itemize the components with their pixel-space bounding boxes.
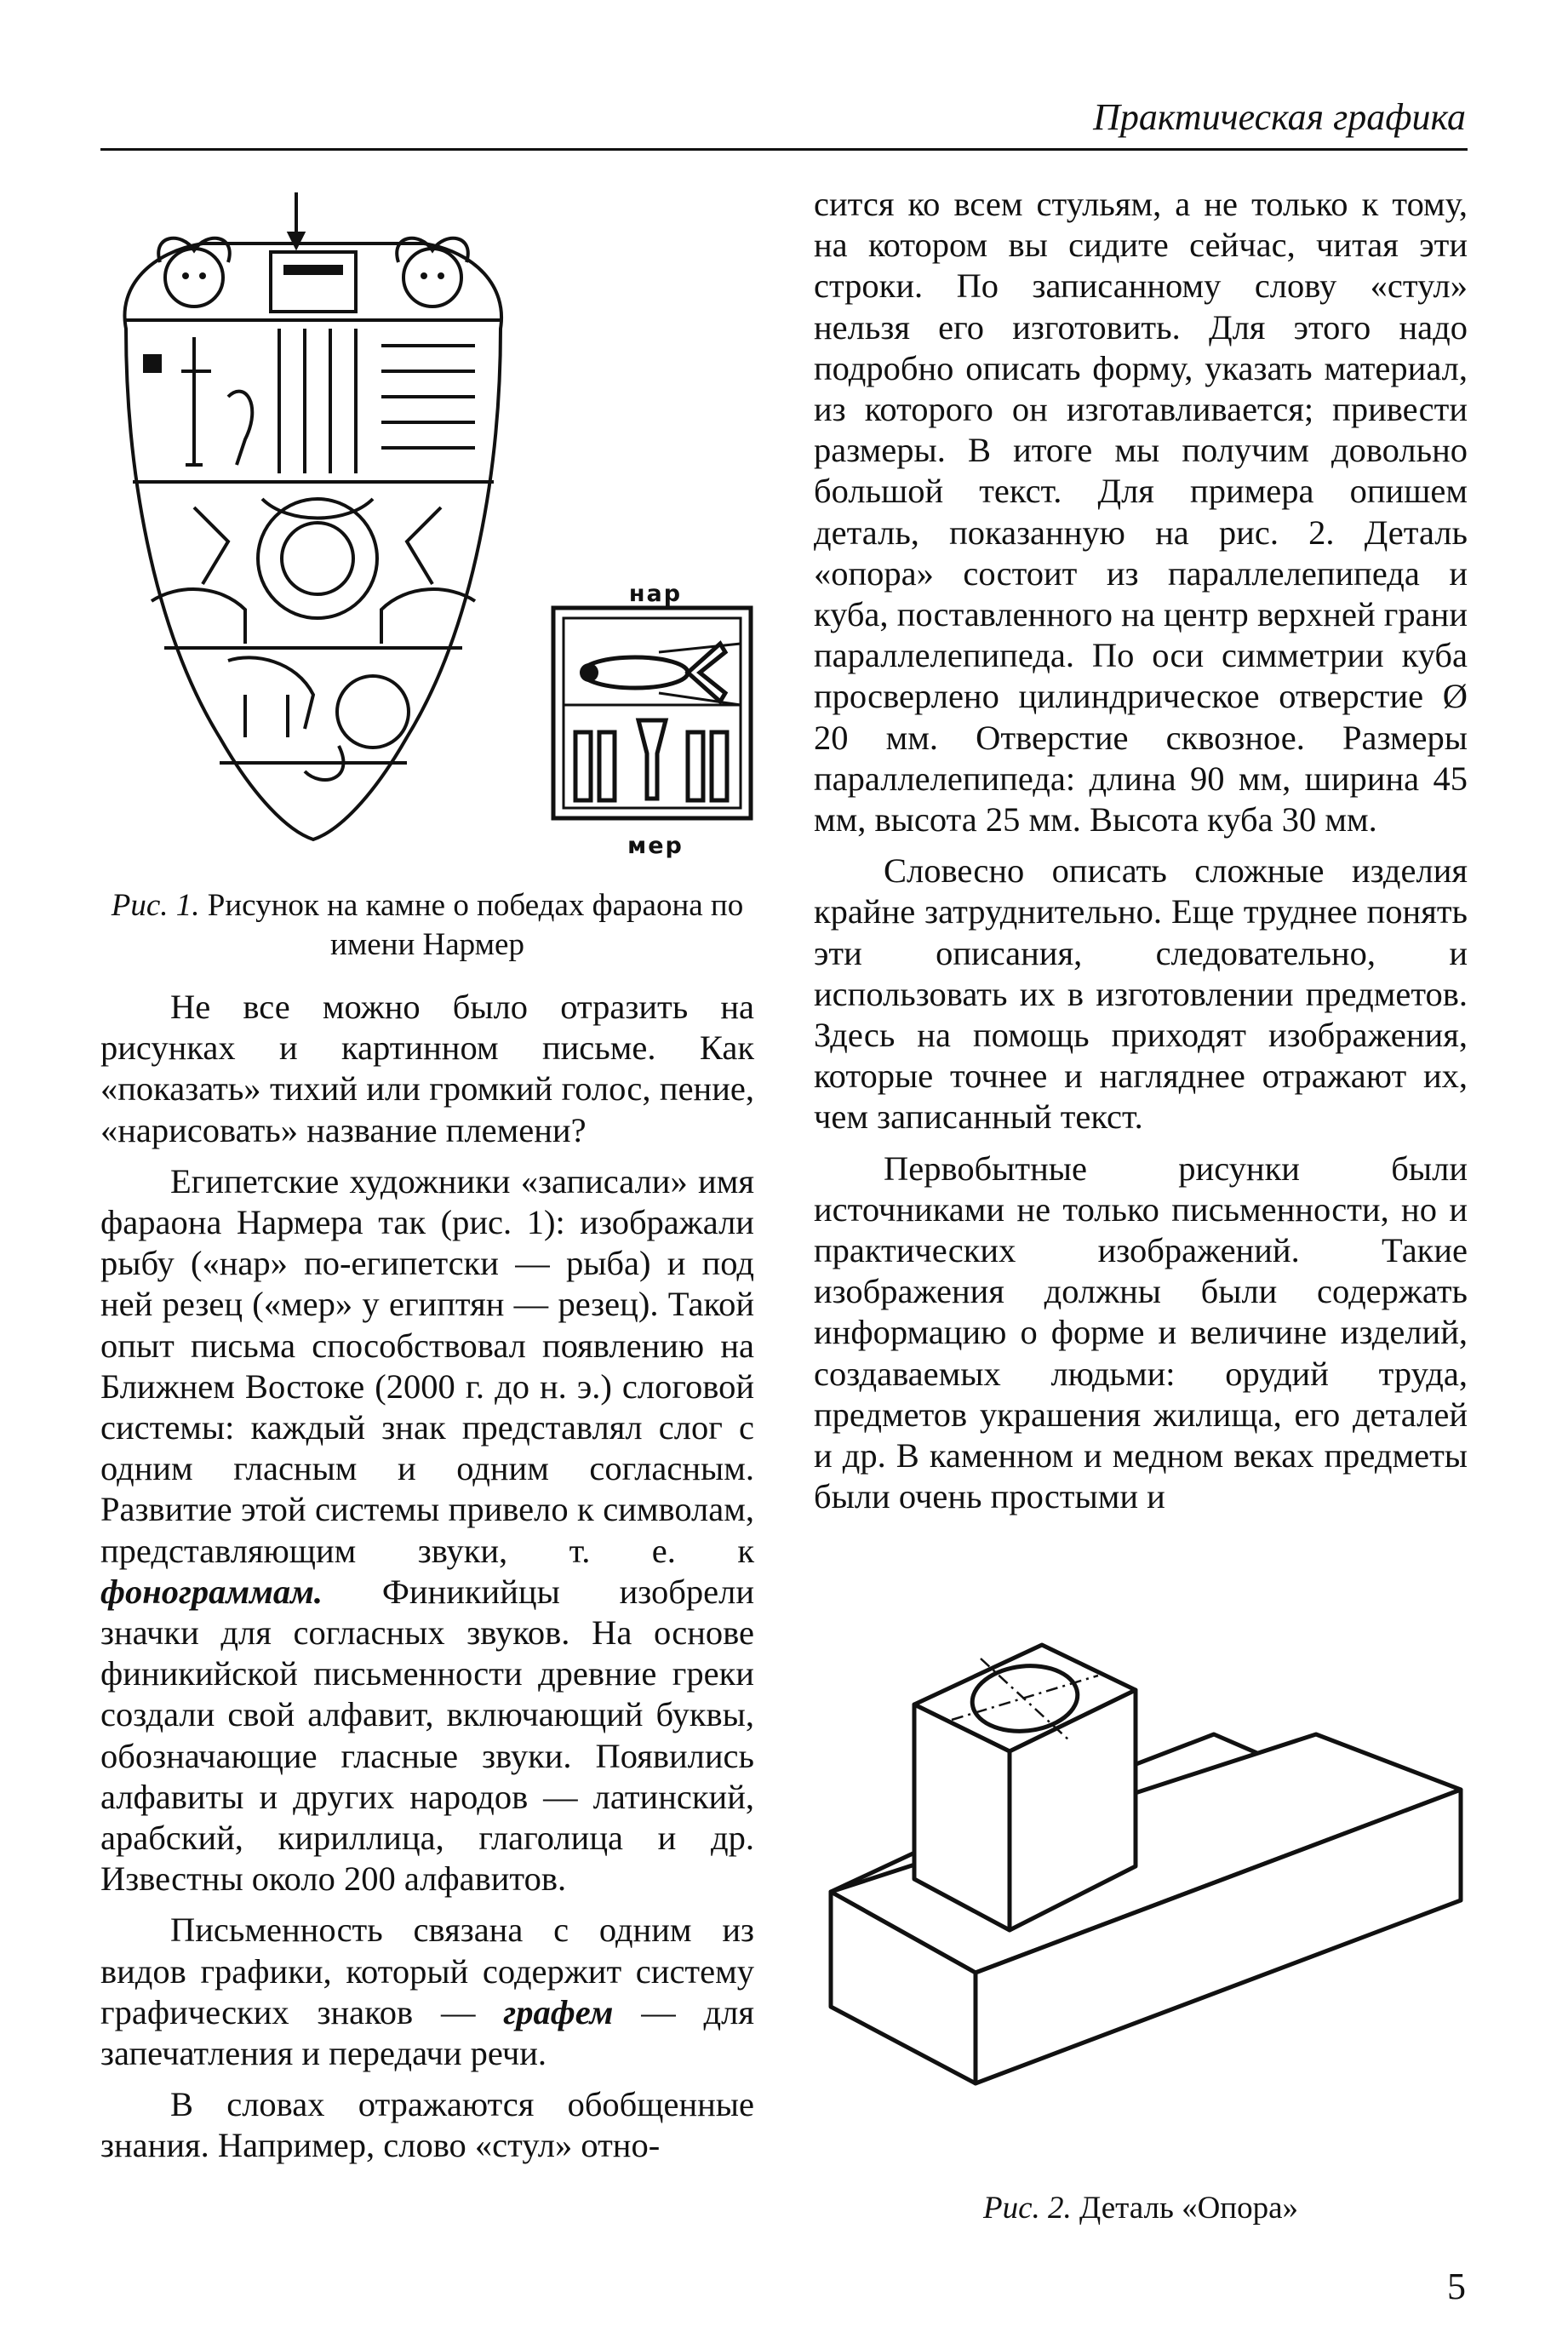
support-part-isometric-drawing [814, 1585, 1468, 2173]
figure-2-caption-text: Деталь «Опора» [1079, 2191, 1299, 2226]
left-column [100, 184, 754, 2167]
figure-2-caption-prefix: Рис. 2. [982, 2191, 1072, 2226]
right-column [814, 184, 1468, 1518]
paragraph: В словах отражаются обобщенные знания. Например, слово «стул» отно- [100, 2085, 754, 2165]
paragraph: сится ко всем стульям, а не только к тому, на котором вы сидите сейчас, читая эти строки. По записанному слову «стул» нельзя его изготовить. Для этого надо подробно описать форму, указать материал, из которого он изготавливается; привести размеры. В итоге мы получим довольно большой текст. Для примера опишем деталь, показанную на рис. 2. Деталь «опора» состоит из параллелепипеда и куба, поставленного на центр верхней грани параллелепипеда. По оси симметрии куба просверлено цилиндрическое отверстие Ø 20 мм. Отверстие сквозное. Размеры параллелепипеда: длина 90 мм, ширина 45 мм, высота 25 мм. Высота куба 30 мм. [814, 185, 1468, 839]
figure-1-caption-prefix: Рис. 1. [111, 888, 200, 923]
paragraph [100, 1161, 754, 1900]
paragraph-text: Египетские художники «записали» имя фараона Нармера так (рис. 1): изображали рыбу («нар» по-египетски — рыба) и под ней резец («мер» у египтян — резец). Такой опыт письма способствовал появлению на Ближнем Востоке (2000 г. до н. э.) слоговой системы: каждый знак представлял слог с одним гласным и одним согласным. Развитие этой системы привело к символам, представляющим звуки, т. е. к [100, 1161, 754, 1570]
glyph-label-nar: нар [628, 581, 683, 607]
paragraph-text: — для запечатления и передачи речи. [100, 1992, 754, 2073]
paragraph: Первобытные рисунки были источниками не только письменности, но и практических изображений. Такие изображения должны были содержать информацию о форме и величине изделий, создаваемых людьми: орудий труда, предметов украшения жилища, его деталей и др. В каменном и медном веках предметы были очень простыми и [814, 1149, 1468, 1516]
term-phonograms: фонограммам. [100, 1572, 323, 1611]
narmer-palette-illustration [100, 184, 526, 861]
paragraph: Словесно описать сложные изделия крайне затруднительно. Еще труднее понять эти описания, следовательно, и использовать их в изготовлении предметов. Здесь на помощь приходят изображения, которые точнее и нагляднее отражают их, чем записанный текст. [814, 851, 1468, 1137]
glyph-label-mer: мер [627, 833, 684, 859]
term-graphemes: графем [503, 1992, 614, 2031]
paragraph-text: Финикийцы изобрели значки для согласных звуков. На основе финикийской письменности древние греки создали свой алфавит, включающий буквы, обозначающие гласные звуки. Появились алфавиты и других народов — латинский, арабский, кириллица, глаголица и др. Известны около 200 алфавитов. [100, 1572, 754, 1899]
figure-1-caption-text: Рисунок на камне о победах фараона по имени Нармер [207, 888, 744, 962]
running-header: Практическая графика [1093, 96, 1466, 138]
figure-1 [100, 184, 754, 861]
nar-mer-glyph-illustration [550, 604, 754, 822]
paragraph-text: Письменность связана с одним из видов графики, который содержит систему графических знаков — [100, 1911, 754, 2031]
figure-2-caption [814, 2190, 1468, 2226]
header-rule [100, 148, 1468, 151]
figure-1-caption [100, 886, 754, 965]
paragraph: Не все можно было отразить на рисунках и картинном письме. Как «показать» тихий или громкий голос, пение, «нарисовать» название племени? [100, 988, 754, 1149]
page-number: 5 [1447, 2266, 1466, 2307]
paragraph [100, 1910, 754, 2074]
